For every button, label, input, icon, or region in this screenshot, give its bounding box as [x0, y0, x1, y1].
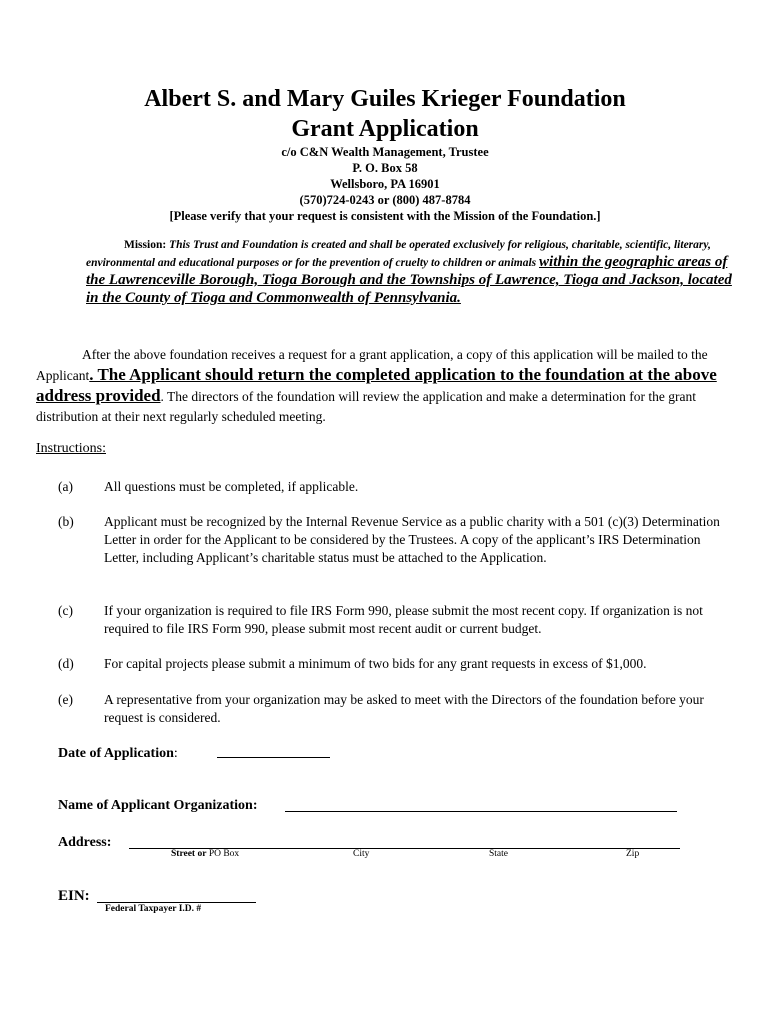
doc-title: Albert S. and Mary Guiles Krieger Foundation [144, 86, 626, 112]
intro-text-1: After the above foundation receives a request for a grant application, a copy of this application will be mailed to the Applicant [36, 347, 708, 383]
instruction-text: For capital projects please submit a minimum of two bids for any grant requests in excess of $1,000. [104, 656, 647, 671]
address-label: Address: [58, 835, 112, 850]
date-field-row [58, 744, 178, 762]
instruction-label: (a) [58, 479, 73, 494]
instruction-text: If your organization is required to file IRS Form 990, please submit the most recent copy. If organization is not required to file IRS Form 990, please submit most recent audit or current budget. [104, 603, 703, 636]
doc-subtitle: Grant Application [291, 116, 479, 142]
address-state-caption: State [489, 849, 508, 859]
instruction-label: (b) [58, 514, 74, 529]
address-city-caption: City [353, 849, 370, 859]
po-box-line: P. O. Box 58 [352, 161, 418, 175]
intro-text-2: . The directors of the foundation will review the application and make a determination for the grant distribution at their next regularly scheduled meeting. [36, 389, 696, 424]
instruction-text: All questions must be completed, if applicable. [104, 479, 359, 494]
mission-statement [86, 237, 746, 308]
mission-label: Mission: [124, 239, 170, 251]
instruction-label: (e) [58, 692, 73, 707]
org-name-input-line[interactable] [285, 811, 677, 812]
date-input-line[interactable] [217, 757, 330, 758]
address-zip-caption: Zip [626, 849, 640, 859]
mission-text: This Trust and Foundation is created and shall be operated exclusively for religious, charitable, scientific, literary, environmental and educational purposes or for the prevention of cruelty to children or animals [86, 239, 711, 269]
phone-line: (570)724-0243 or (800) 487-8784 [299, 193, 471, 207]
instruction-text: A representative from your organization may be asked to meet with the Directors of the foundation before your request is considered. [104, 692, 704, 725]
date-colon: : [173, 746, 178, 761]
ein-caption: Federal Taxpayer I.D. # [105, 904, 202, 914]
instruction-label: (c) [58, 603, 73, 618]
date-label: Date of Application [58, 746, 174, 761]
instruction-text: Applicant must be recognized by the Internal Revenue Service as a public charity with a 501 (c)(3) Determination Letter in order for the Applicant to be considered by the Trustees. A copy of the applicant’s IRS Determination Letter, including Applicant’s charitable status must be attached to the Application. [104, 514, 720, 565]
trustee-line: c/o C&N Wealth Management, Trustee [281, 145, 489, 159]
org-name-label: Name of Applicant Organization: [58, 798, 258, 813]
mission-geography: within the geographic areas of the Lawrenceville Borough, Tioga Borough and the Townships of Lawrence, Tioga and Jackson, located in the County of Tioga and Commonwealth of Pennsylvania. [86, 254, 732, 306]
ein-label: EIN: [58, 888, 90, 904]
intro-emphasis: . The Applicant should return the completed application to the foundation at the above address provided [36, 365, 717, 405]
intro-paragraph [36, 345, 736, 427]
verify-note: [Please verify that your request is consistent with the Mission of the Foundation.] [169, 209, 601, 223]
address-street-caption: Street or PO Box [171, 849, 240, 859]
city-line: Wellsboro, PA 16901 [330, 177, 440, 191]
instructions-heading: Instructions: [36, 441, 106, 456]
instruction-label: (d) [58, 656, 74, 671]
ein-input-line[interactable] [97, 902, 256, 903]
